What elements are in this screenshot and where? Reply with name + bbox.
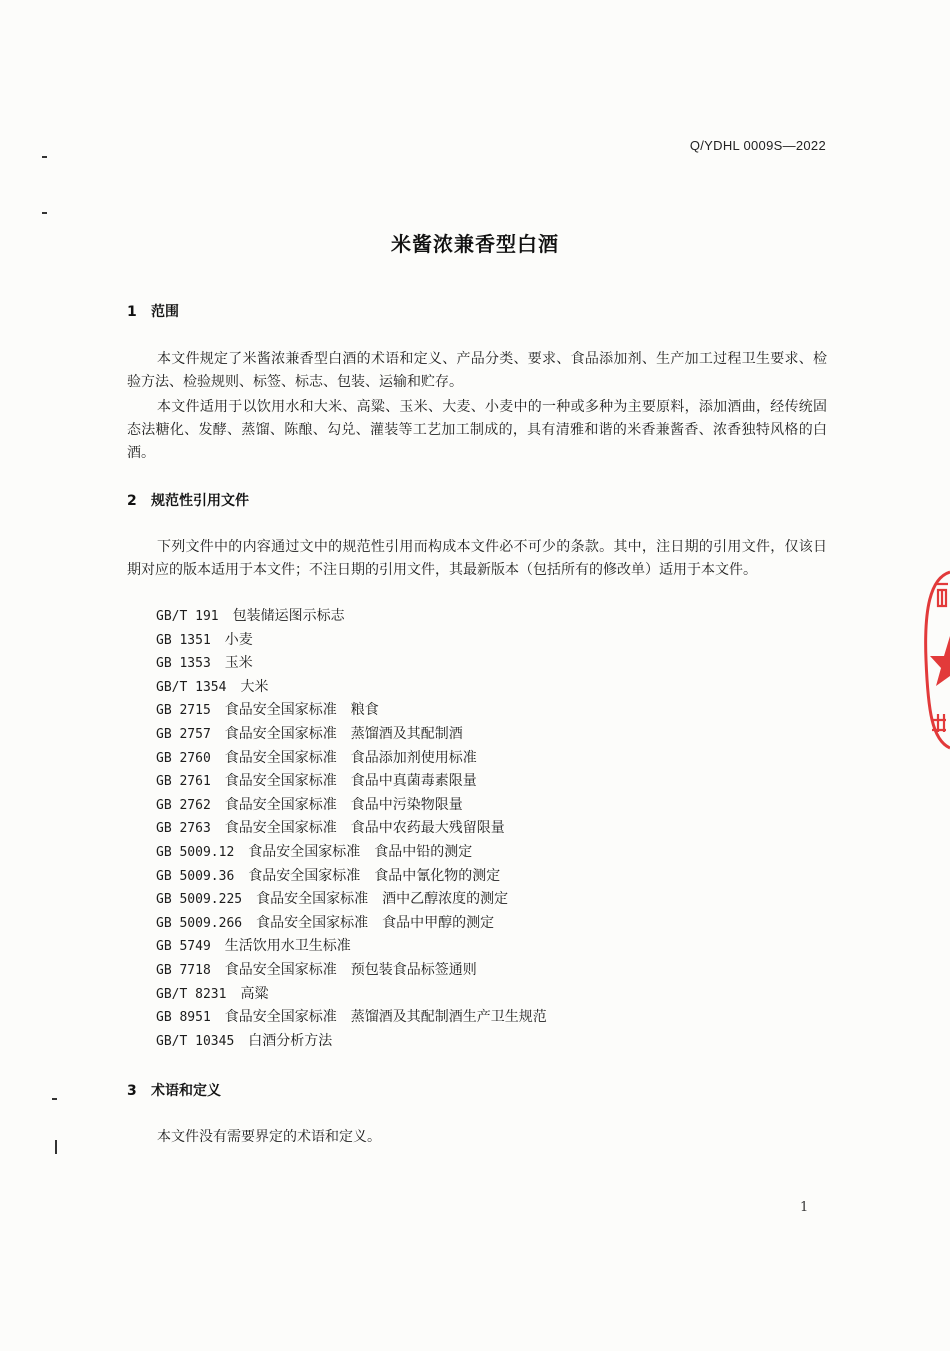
reference-item [156,770,547,794]
reference-code: GB/T 10345 [156,1033,235,1049]
reference-code: GB 5009.225 [156,892,243,908]
seal-star-icon [930,636,950,686]
reference-item [156,723,547,747]
reference-code: GB 2763 [156,821,211,837]
reference-item [156,935,547,959]
reference-title: 食品安全国家标准 蒸馏酒及其配制酒 [224,725,463,742]
section-heading-terms [127,1080,221,1100]
reference-item [156,794,547,818]
scan-mark [55,1140,57,1154]
page-number: 1 [800,1200,809,1215]
reference-code: GB/T 191 [156,609,219,624]
reference-title: 高粱 [240,985,269,1002]
reference-title: 食品安全国家标准 蒸馏酒及其配制酒生产卫生规范 [224,1009,547,1026]
reference-title: 包装储运图示标志 [232,608,345,624]
reference-item [156,699,547,723]
reference-code: GB 7718 [156,962,211,978]
scan-mark [52,1098,57,1100]
reference-title: 食品安全国家标准 食品中甲醇的测定 [256,914,495,931]
reference-code: GB 5009.266 [156,915,243,931]
reference-code: GB 2762 [156,797,211,813]
reference-item [156,959,547,983]
scope-paragraph-2: 本文件适用于以饮用水和大米、高粱、玉米、大麦、小麦中的一种或多种为主要原料，添加酒曲，经传统固态法糖化、发酵、蒸馏、陈酿、勾兑、灌装等工艺加工制成的，具有清雅和谐的米香兼酱香、浓香独特风格的白酒。 [127,399,827,461]
references-intro: 下列文件中的内容通过文中的规范性引用而构成本文件必不可少的条款。其中，注日期的引用文件，仅该日期对应的版本适用于本文件；不注日期的引用文件，其最新版本（包括所有的修改单）适用于本文件。 [127,539,827,578]
reference-code: GB 5749 [156,939,211,955]
reference-item [156,983,547,1007]
section-number: 3 [127,1083,137,1099]
reference-title: 食品安全国家标准 粮食 [224,702,379,719]
reference-code: GB 1353 [156,656,211,672]
reference-item [156,747,547,771]
reference-item [156,605,547,629]
reference-title: 食品安全国家标准 食品中真菌毒素限量 [224,773,477,790]
reference-title: 食品安全国家标准 食品中污染物限量 [224,796,463,813]
reference-code: GB 8951 [156,1010,211,1026]
reference-title: 食品安全国家标准 食品中氰化物的测定 [248,867,501,884]
reference-code: GB/T 8231 [156,986,227,1002]
document-title: 米酱浓兼香型白酒 [391,232,559,256]
reference-title: 小麦 [224,631,253,648]
reference-code: GB/T 1354 [156,679,227,695]
document-code: Q/YDHL 0009S—2022 [689,138,826,153]
scope-paragraph-1: 本文件规定了米酱浓兼香型白酒的术语和定义、产品分类、要求、食品添加剂、生产加工过程卫生要求、检验方法、检验规则、标签、标志、包装、运输和贮存。 [127,351,827,390]
terms-paragraph: 本文件没有需要界定的术语和定义。 [157,1129,381,1145]
reference-title: 食品安全国家标准 预包装食品标签通则 [224,961,477,978]
reference-code: GB 1351 [156,632,211,648]
reference-title: 食品安全国家标准 食品添加剂使用标准 [224,749,477,766]
reference-code: GB 5009.36 [156,868,235,884]
scan-mark [42,156,47,158]
reference-item [156,841,547,865]
section-title: 术语和定义 [151,1083,221,1099]
reference-code: GB 2715 [156,703,211,719]
section-title: 范围 [151,304,179,320]
reference-item [156,629,547,653]
seal-glyph-top [936,584,948,606]
reference-item [156,888,547,912]
seal-stamp-fragment [918,570,950,750]
reference-item [156,865,547,889]
reference-item [156,912,547,936]
section-number: 1 [127,304,137,320]
reference-code: GB 2760 [156,750,211,766]
reference-item [156,1006,547,1030]
section-title: 规范性引用文件 [151,493,249,509]
section-heading-scope [127,301,179,321]
reference-item [156,652,547,676]
reference-title: 玉米 [224,655,253,672]
reference-title: 大米 [240,678,269,695]
reference-item [156,1030,547,1054]
reference-item [156,676,547,700]
reference-code: GB 2761 [156,774,211,790]
reference-title: 白酒分析方法 [248,1032,333,1049]
reference-title: 食品安全国家标准 食品中农药最大残留限量 [224,820,505,837]
reference-code: GB 2757 [156,726,211,742]
reference-item [156,817,547,841]
scan-mark [42,212,47,214]
reference-title: 生活饮用水卫生标准 [224,938,351,955]
reference-title: 食品安全国家标准 酒中乙醇浓度的测定 [256,891,509,908]
section-number: 2 [127,493,137,509]
reference-title: 食品安全国家标准 食品中铅的测定 [248,843,473,860]
reference-list [156,605,547,1053]
section-heading-references [127,490,249,510]
reference-code: GB 5009.12 [156,844,235,860]
